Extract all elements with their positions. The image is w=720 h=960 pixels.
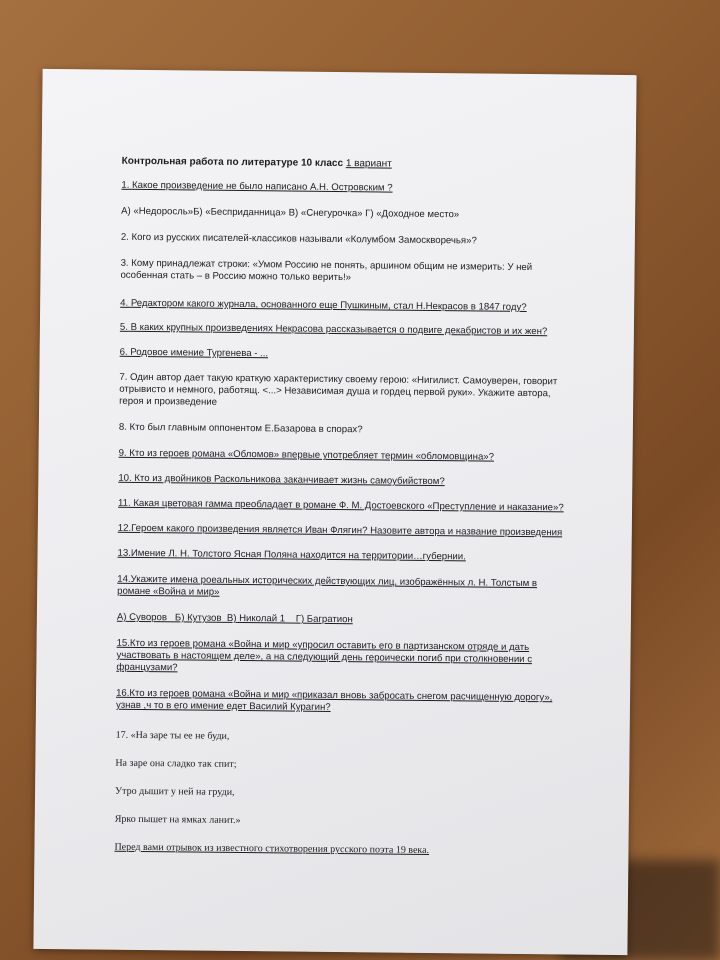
poem-line-2: На заре она сладко так спит; (115, 757, 237, 770)
question-10: 10. Кто из двойников Раскольникова заканчивает жизнь самоубийством? (118, 472, 445, 488)
question-14-line-2: романе «Война и мир» (117, 585, 220, 598)
question-7-line-1: 7. Один автор дает такую краткую характеристику своему герою: «Нигилист. Самоуверен, говорит (119, 371, 558, 388)
question-13: 13.Имение Л. Н. Толстого Ясная Поляна находится на территории…губернии. (117, 547, 466, 563)
question-3-line-1: 3. Кому принадлежат строки: «Умом Россию не понять, аршином общим не измерить: У ней (120, 257, 533, 274)
paper-sheet (33, 69, 636, 955)
question-11: 11. Какая цветовая гамма преобладает в романе Ф. М. Достоевского «Преступление и наказание»? (118, 497, 564, 514)
answer-options-1: А) «Недоросль»Б) «Бесприданница» В) «Снегурочка» Г) «Доходное место» (121, 205, 460, 221)
question-4: 4. Редактором какого журнала, основанного еще Пушкиным, стал Н.Некрасов в 1847 году? (120, 297, 527, 313)
question-5: 5. В каких крупных произведениях Некрасова рассказывается о подвиге декабристов и их жен? (119, 321, 548, 338)
poem-line-1: 17. «На заре ты ее не буди, (115, 729, 230, 742)
question-15-line-1: 15.Кто из героев романа «Война и мир «упросил оставить его в партизанском отряде и дать (116, 637, 530, 654)
question-8: 8. Кто был главным оппонентом Е.Базарова в спорах? (118, 421, 363, 436)
question-15-line-3: французами? (116, 661, 178, 674)
poem-line-3: Утро дышит у ней на груди, (115, 785, 235, 798)
document-title (122, 156, 632, 174)
question-1: 1. Какое произведение не было написано А.Н. Островским ? (121, 179, 393, 194)
test-content (114, 150, 632, 857)
question-2: 2. Кого из русских писателей-классиков называли «Колумбом Замоскворечья»? (120, 231, 477, 247)
variant-label: 1 вариант (345, 158, 392, 170)
question-16-line-2: узнав ,ч то в его имение едет Василий Курагин? (115, 699, 331, 713)
question-9: 9. Кто из героев романа «Обломов» впервые употребляет термин «обломовщина»? (118, 447, 495, 463)
poem-caption: Перед вами отрывок из известного стихотворения русского поэта 19 века. (114, 841, 430, 857)
answer-options-14: А) Суворов Б) Кутузов В) Николай 1 Г) Багратион (116, 611, 353, 626)
question-15-line-2: участвовать в настоящем деле», а на следующий день героически погиб при столкновении с (116, 649, 533, 666)
question-16-line-1: 16.Кто из героев романа «Война и мир «приказал вновь забросать снегом расчищенную дорогу», (116, 687, 553, 704)
question-3-line-2: особенная стать – в Россию можно только верить!» (120, 269, 352, 284)
title-text: Контрольная работа по литературе 10 класс (121, 155, 344, 170)
question-6: 6. Родовое имение Тургенева - ... (119, 346, 269, 360)
question-14-line-1: 14.Укажите имена роеальных исторических действующих лиц, изображённых л. Н. Толстым в (117, 573, 538, 590)
poem-line-4: Ярко пышет на ямках ланит.» (114, 813, 241, 827)
question-7-line-3: героя и произведение (119, 395, 218, 408)
question-7-line-2: отрывисто и немного, работящ. <...> Независимая душа и гордец первой руки». Укажите автора, (119, 383, 551, 400)
question-12: 12.Героем какого произведения является Иван Флягин? Назовите автора и название произведения (117, 522, 563, 539)
